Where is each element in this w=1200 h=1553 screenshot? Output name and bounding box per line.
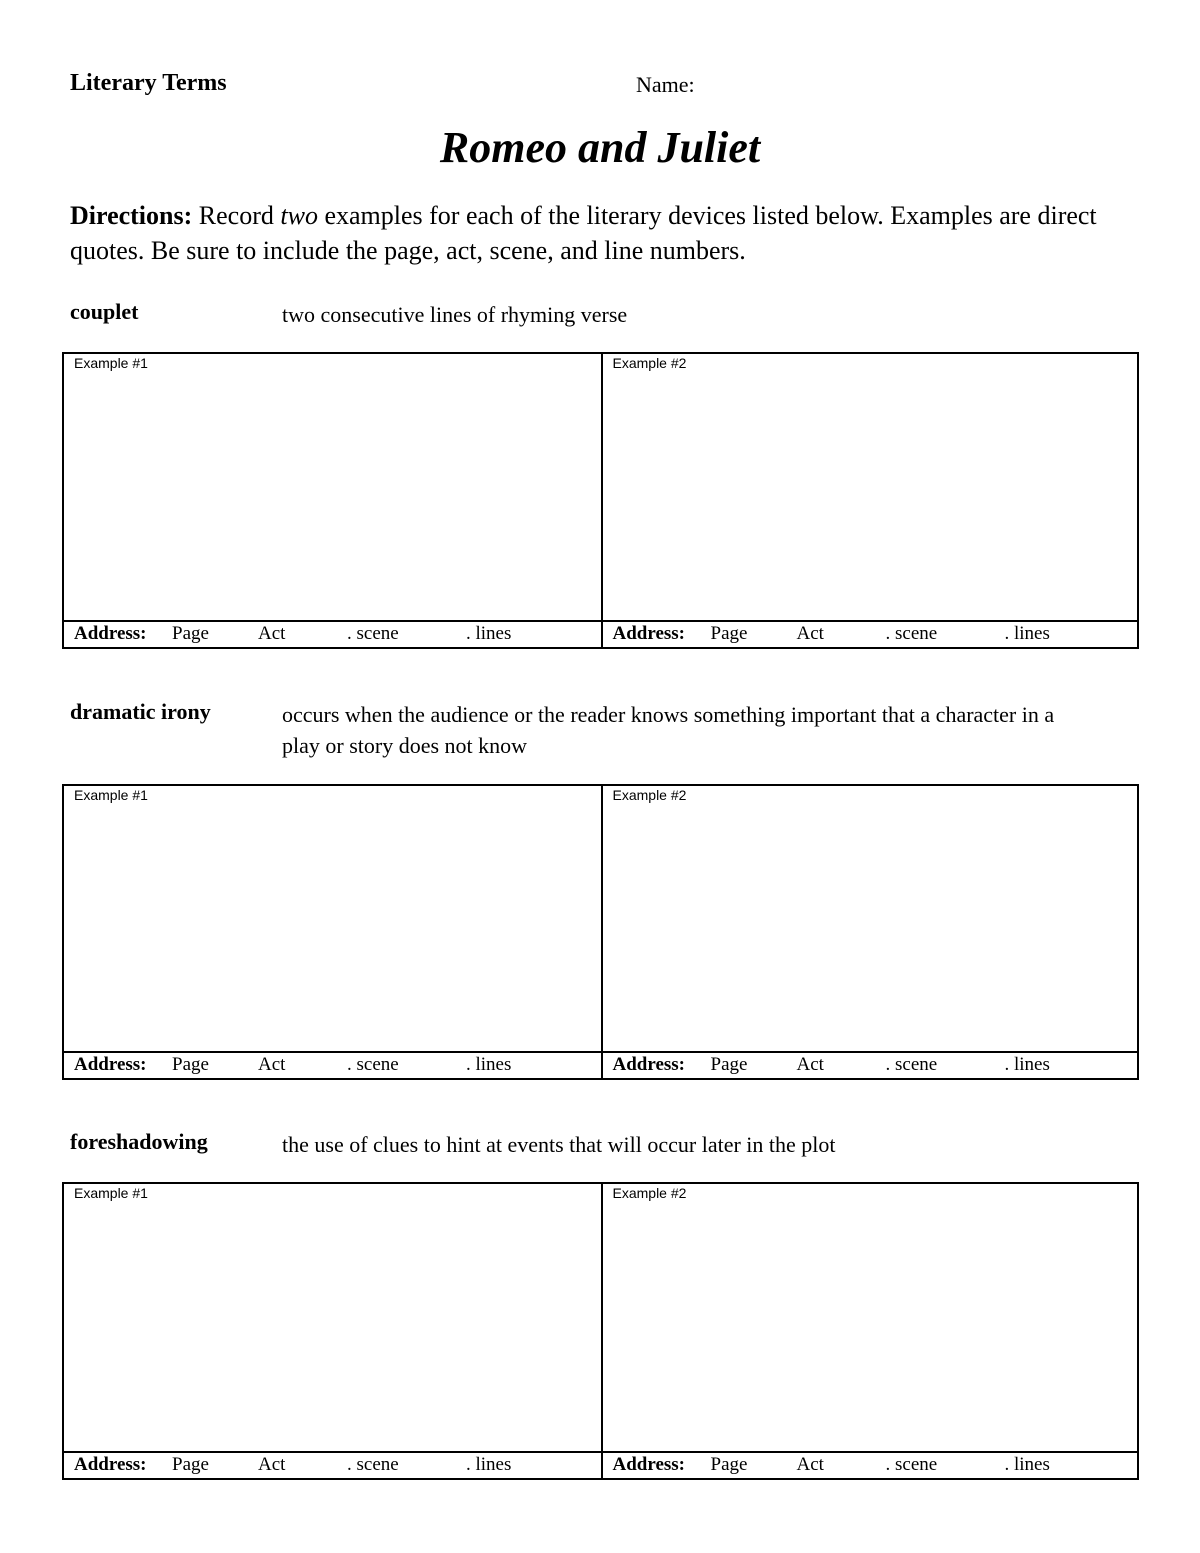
example-box-1 [64, 786, 601, 1078]
address-label: Address: [612, 1454, 685, 1475]
address-label: Address: [612, 623, 685, 644]
address-scene: . scene [885, 1454, 938, 1475]
directions-label: Directions: [70, 201, 193, 230]
address-page: Page [172, 623, 209, 644]
term-dramatic-irony: dramatic irony [70, 699, 211, 724]
examples-table-couplet [62, 352, 1139, 649]
address-act: Act [796, 1454, 824, 1475]
definition-dramatic-irony: occurs when the audience or the reader knows something important that a character in a play or story does not know [282, 702, 1055, 758]
address-lines: . lines [1004, 623, 1050, 644]
address-lines: . lines [1004, 1054, 1050, 1075]
example-answer-area[interactable] [64, 786, 601, 1051]
address-label: Address: [74, 1454, 147, 1475]
address-scene: . scene [885, 1054, 938, 1075]
example-box-1 [64, 354, 601, 647]
examples-table-dramatic-irony [62, 784, 1139, 1080]
page-title: Romeo and Juliet [439, 123, 761, 172]
address-row [603, 620, 1138, 647]
address-act: Act [258, 1454, 286, 1475]
directions-text-after: examples for each of the literary devices listed below. Examples are direct quotes. Be sure to include the page, act, scene, and line numbers. [70, 201, 1097, 265]
example-label: Example #2 [612, 1185, 687, 1201]
directions [70, 198, 1150, 268]
address-act: Act [258, 623, 286, 644]
name-label: Name: [636, 72, 695, 97]
term-foreshadowing: foreshadowing [70, 1129, 208, 1154]
example-box-2 [601, 786, 1138, 1078]
definition-foreshadowing: the use of clues to hint at events that will occur later in the plot [282, 1132, 836, 1157]
term-couplet: couplet [70, 299, 139, 324]
example-label: Example #2 [612, 787, 687, 803]
directions-text-before: Record [192, 201, 281, 230]
example-answer-area[interactable] [64, 1184, 601, 1451]
directions-emphasis: two [280, 201, 318, 230]
address-row [64, 1451, 601, 1478]
address-act: Act [796, 623, 824, 644]
example-box-2 [601, 1184, 1138, 1478]
address-page: Page [710, 1054, 748, 1075]
address-page: Page [710, 623, 748, 644]
example-label: Example #1 [74, 355, 148, 371]
address-label: Address: [74, 623, 147, 644]
address-scene: . scene [347, 623, 399, 644]
address-page: Page [172, 1054, 209, 1075]
example-answer-area[interactable] [64, 354, 601, 620]
address-scene: . scene [347, 1454, 399, 1475]
address-row [603, 1051, 1138, 1078]
address-page: Page [710, 1454, 748, 1475]
address-row [64, 620, 601, 647]
address-row [64, 1051, 601, 1078]
address-scene: . scene [885, 623, 938, 644]
examples-table-foreshadowing [62, 1182, 1139, 1480]
example-label: Example #1 [74, 1185, 148, 1201]
example-label: Example #1 [74, 787, 148, 803]
address-label: Address: [74, 1054, 147, 1075]
example-answer-area[interactable] [603, 354, 1138, 620]
address-act: Act [258, 1054, 286, 1075]
address-page: Page [172, 1454, 209, 1475]
worksheet-heading: Literary Terms [70, 70, 227, 96]
example-answer-area[interactable] [603, 1184, 1138, 1451]
example-box-2 [601, 354, 1138, 647]
address-scene: . scene [347, 1054, 399, 1075]
address-label: Address: [612, 1054, 685, 1075]
address-lines: . lines [466, 1054, 512, 1075]
definition-couplet: two consecutive lines of rhyming verse [282, 302, 628, 327]
address-lines: . lines [466, 1454, 512, 1475]
address-lines: . lines [1004, 1454, 1050, 1475]
address-lines: . lines [466, 623, 512, 644]
address-act: Act [796, 1054, 824, 1075]
example-box-1 [64, 1184, 601, 1478]
example-label: Example #2 [612, 355, 687, 371]
address-row [603, 1451, 1138, 1478]
example-answer-area[interactable] [603, 786, 1138, 1051]
